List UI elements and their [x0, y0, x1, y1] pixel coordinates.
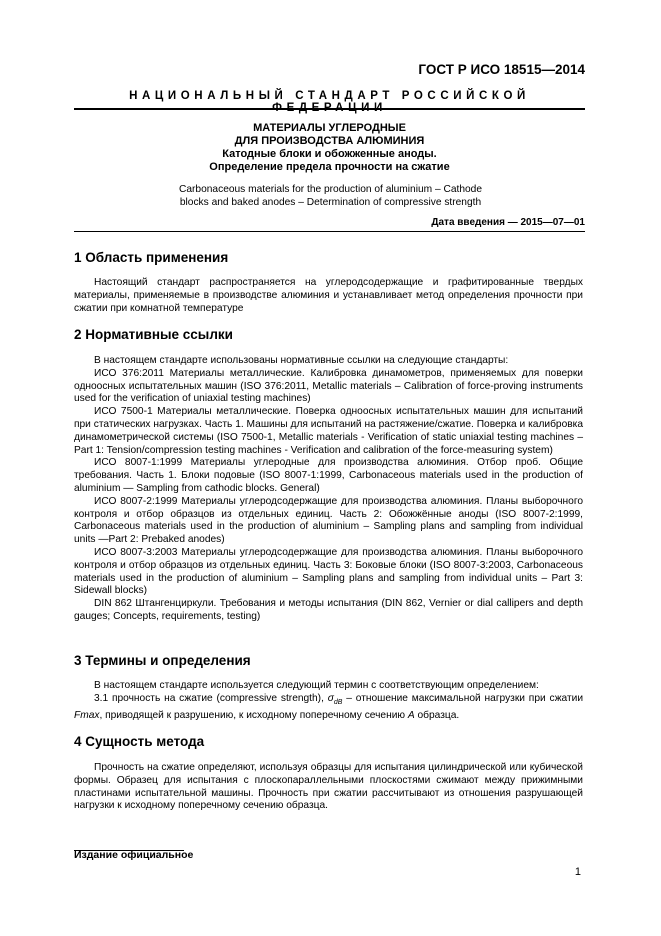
section-3-heading: 3 Термины и определения	[74, 653, 251, 668]
sigma-subscript: dB	[333, 698, 343, 706]
reference-din-862: DIN 862 Штангенциркули. Требования и методы испытания (DIN 862, Vernier or dial callipers and depth gauges; Concepts, requirements, testing)	[74, 598, 583, 622]
banner-text: НАЦИОНАЛЬНЫЙ СТАНДАРТ РОССИЙСКОЙ ФЕДЕРАЦИИ	[129, 90, 530, 114]
term-text-d: образца.	[414, 709, 460, 721]
title-line-1: МАТЕРИАЛЫ УГЛЕРОДНЫЕ	[253, 122, 406, 134]
section-3-intro: В настоящем стандарте используется следующий термин с соответствующим определением:	[94, 680, 539, 691]
page-number: 1	[574, 866, 581, 878]
introduction-date-line	[74, 216, 585, 232]
fmax-symbol: Fmax	[74, 709, 100, 721]
title-line-4: Определение предела прочности на сжатие	[209, 161, 450, 173]
english-title	[150, 183, 511, 209]
section-2-heading: 2 Нормативные ссылки	[74, 327, 233, 342]
section-2-body	[74, 355, 583, 624]
term-text-a: 3.1 прочность на сжатие (compressive strength),	[94, 692, 328, 704]
title-line-2: ДЛЯ ПРОИЗВОДСТВА АЛЮМИНИЯ	[234, 135, 425, 147]
term-text-b: – отношение максимальной нагрузки при сжатии	[342, 692, 584, 704]
section-1-body	[74, 277, 583, 315]
english-title-line-2: blocks and baked anodes – Determination of compressive strength	[179, 197, 482, 208]
area-symbol: A	[407, 709, 415, 721]
reference-iso-7500-1: ИСО 7500-1 Материалы металлические. Поверка одноосных испытательных машин для испытаний при статических нагрузках. Часть 1. Машины для испытаний на растяжение/сжатие. Поверка и калибровка динамометрической системы (ISO 7500-1, Metallic materials - Verification of static uniaxial testing machines – Part 1: Tension/compression testing machines - Verification and calibration of the force-measuring system)	[74, 406, 583, 456]
english-title-line-1: Carbonaceous materials for the production of aluminium – Cathode	[179, 184, 482, 195]
section-1-text: Настоящий стандарт распространяется на углеродсодержащие и графитированные твердых материалы, применяемые в производстве алюминия и устанавливает метод определения прочности при сжатии при комнатной температуре	[74, 277, 583, 314]
section-4-body	[74, 762, 583, 813]
section-4-text: Прочность на сжатие определяют, используя образцы для испытания цилиндрической или кубической формы. Образец для испытания с плоскопараллельными плоскостями сжимают между прижимными пластинами испытательной машины. Прочность при сжатии рассчитывают из отношения разрушающей нагрузки к исходному поперечному сечению образца.	[74, 762, 583, 812]
sigma-symbol: σ	[327, 692, 334, 704]
reference-iso-8007-3: ИСО 8007-3:2003 Материалы углеродсодержащие для производства алюминия. Планы выборочного контроля и отбор образцов из отдельных единиц. Часть 3: Боковые блоки (ISO 8007-3:2003, Carbonaceous materials used in the production of aluminium – Sampling plans and sampling from individual units – Part 3: Sidewall blocks)	[74, 546, 583, 597]
reference-iso-376: ИСО 376:2011 Материалы металлические. Калибровка динамометров, применяемых для поверки одноосных испытательных машин (ISO 376:2011, Metallic materials – Calibration of force-proving instruments used for the verification of uniaxial testing machines)	[74, 367, 583, 405]
section-1-heading: 1 Область применения	[74, 250, 229, 265]
section-3-body	[74, 680, 583, 722]
term-compressive-strength	[74, 693, 583, 723]
reference-iso-8007-1: ИСО 8007-1:1999 Материалы углеродные для производства алюминия. Отбор проб. Общие требования. Часть 1. Блоки подовые (ISO 8007-1:1999, Carbonaceous materials used in the production of aluminium — Sampling from cathodic blocks. General)	[74, 457, 583, 494]
official-edition-label: Издание официальное	[74, 849, 194, 861]
section-2-intro: В настоящем стандарте использованы нормативные ссылки на следующие стандарты:	[94, 355, 509, 366]
title-block	[74, 122, 585, 174]
title-line-3: Катодные блоки и обожженные аноды.	[222, 148, 437, 160]
introduction-date: Дата введения — 2015—07—01	[431, 217, 585, 228]
section-4-heading: 4 Сущность метода	[74, 734, 205, 749]
reference-iso-8007-2: ИСО 8007-2:1999 Материалы углеродсодержащие для производства алюминия. Планы выборочного контроля и отбор образцов из отдельных единиц. Часть 2: Обожжённые аноды (ISO 8007-2:1999, Carbonaceous materials used in the production of aluminium – Sampling plans and sampling from individual units —Part 2: Prebaked anodes)	[74, 495, 583, 546]
term-text-c: , приводящей к разрушению, к исходному поперечному сечению	[99, 709, 408, 721]
standard-banner	[74, 88, 585, 114]
document-code: ГОСТ Р ИСО 18515—2014	[418, 62, 585, 77]
